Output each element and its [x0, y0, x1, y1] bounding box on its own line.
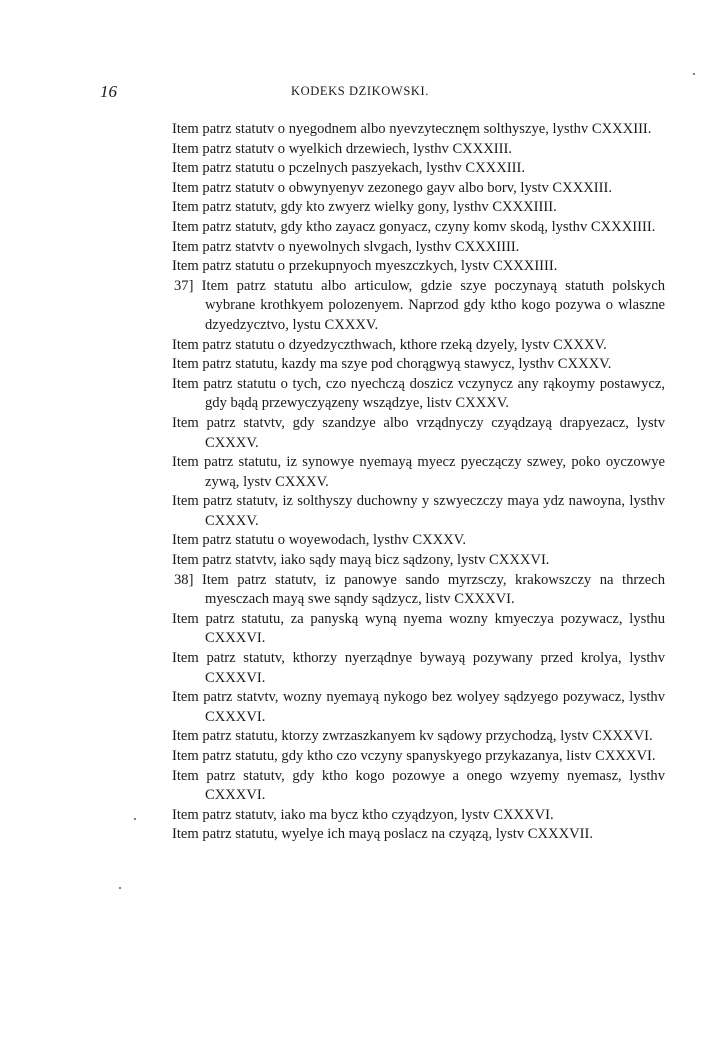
index-entry: Item patrz statutu o dzyedzyczthwach, kthore rzeką dzyely, lystv CXXXV.: [172, 336, 607, 353]
paper-speck: [693, 73, 695, 75]
index-entry: Item patrz statutu o woyewodach, lysthv CXXXV.: [172, 532, 466, 549]
index-entry: Item patrz statvtv, gdy szandzye albo vrządnyczy czyądzayą drapyezacz, lystv CXXXV.: [172, 414, 665, 451]
index-entry: Item patrz statutv o obwynyenyv zezonego gayv albo borv, lystv CXXXIII.: [172, 179, 612, 196]
index-entry: Item patrz statvtv, iako sądy mayą bicz sądzony, lystv CXXXVI.: [172, 552, 550, 569]
index-entry: Item patrz statvtv, wozny nyemayą nykogo bez wolyey sądzyego pozywacz, lysthv CXXXVI.: [172, 689, 665, 725]
index-entry: Item patrz statutv, iz solthyszy duchowny y szwyeczczy maya ydz nawoyna, lysthv CXXXV.: [172, 493, 665, 529]
index-entry: Item patrz statutv, gdy ktho zayacz gonyacz, czyny komv skodą, lysthv CXXXIIII.: [172, 218, 656, 235]
index-entry: Item patrz statutu, kazdy ma szye pod chorągwyą stawycz, lysthv CXXXV.: [172, 356, 612, 373]
index-entry: Item patrz statutv o wyelkich drzewiech, lysthv CXXXIII.: [172, 140, 513, 157]
page-header: [0, 82, 720, 102]
index-entry: Item patrz statutu, wyelye ich mayą poslacz na czyązą, lystv CXXXVII.: [172, 826, 594, 843]
index-entry: Item patrz statutv, gdy ktho kogo pozowye a onego wzyemy nyemasz, lysthv CXXXVI.: [172, 767, 665, 804]
index-entry: Item patrz statutu, iz synowye nyemayą myecz pyeczączy szwey, poko oyczowye zywą, lystv CXXXV.: [172, 454, 665, 490]
index-entry: Item patrz statutu o pczelnych paszyekach, lysthv CXXXIII.: [172, 160, 525, 177]
index-entry: Item patrz statutu, gdy ktho czo vczyny spanyskyego przykazanya, listv CXXXVI.: [172, 748, 656, 764]
index-entry-numbered: 38] Item patrz statutv, iz panowye sando myrzsczy, krakowszczy na thrzech myesczach mayą swe sąndy sądzycz, listv CXXXVI.: [174, 571, 665, 608]
index-entry: Item patrz statutv, gdy kto zwyerz wielky gony, lysthv CXXXIIII.: [172, 199, 557, 216]
index-entry: Item patrz statutv o nyegodnem albo nyevzytecznęm solthyszye, lysthv CXXXIII.: [172, 121, 652, 137]
index-entry: Item patrz statutu o tych, czo nyechczą doszicz vczynycz any rąkoymy postawycz, gdy bądą przewyczyązeny wsządzye, listv CXXXV.: [172, 375, 665, 412]
index-entry-numbered: 37] Item patrz statutu albo articulow, gdzie szye poczynayą statuth polskych wybrane krothkyem polozenyem. Naprzod gdy ktho kogo pozywa o wlaszne dzyedzycztvo, lystu CXXXV.: [174, 277, 665, 333]
index-entry: Item patrz statutu, za panyską wyną nyema wozny kmyeczya pozywacz, lysthu CXXXVI.: [172, 610, 665, 647]
running-title: KODEKS DZIKOWSKI.: [291, 84, 429, 98]
paper-speck: [134, 818, 136, 820]
index-entry: Item patrz statutv, iako ma bycz ktho czyądzyon, lystv CXXXVI.: [172, 806, 554, 823]
index-entry: Item patrz statutu, ktorzy zwrzaszkanyem kv sądowy przychodzą, lystv CXXXVI.: [172, 728, 653, 745]
paper-speck: [119, 887, 121, 889]
index-entry: Item patrz statutu o przekupnyoch myeszczkych, lystv CXXXIIII.: [172, 258, 558, 275]
index-entries: [172, 120, 665, 845]
index-entry: Item patrz statutv, kthorzy nyerządnye bywayą pozywany przed krolya, lysthv CXXXVI.: [172, 650, 665, 686]
page-number: 16: [100, 82, 117, 101]
index-entry: Item patrz statvtv o nyewolnych slvgach, lysthv CXXXIIII.: [172, 238, 520, 255]
